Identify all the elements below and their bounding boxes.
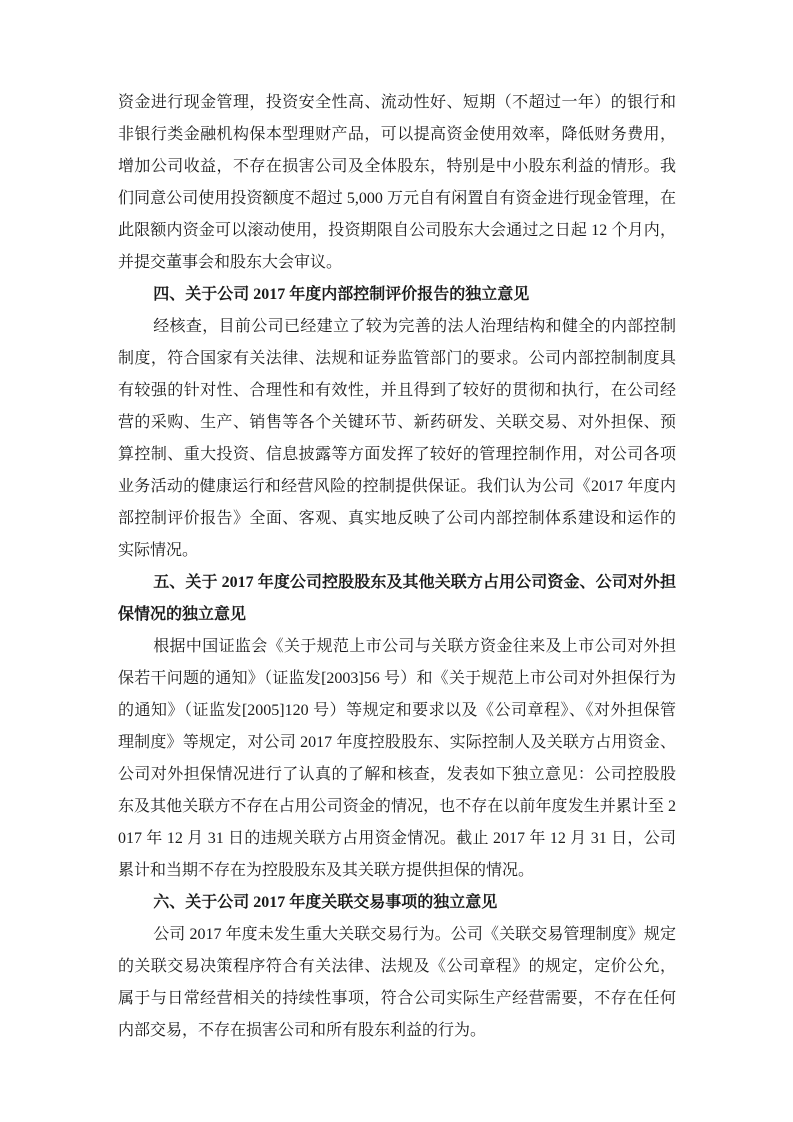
document-body [118,87,676,1047]
body-paragraph: 资金进行现金管理，投资安全性高、流动性好、短期（不超过一年）的银行和非银行类金融机构保本型理财产品，可以提高资金使用效率，降低财务费用，增加公司收益，不存在损害公司及全体股东，特别是中小股东利益的情形。我们同意公司使用投资额度不超过 5,000 万元自有闲置自有资金进行现金管理，在此限额内资金可以滚动使用，投资期限自公司股东大会通过之日起 12 个月内，并提交董事会和股东大会审议。 [118,94,676,271]
section-heading: 四、关于公司 2017 年度内部控制评价报告的独立意见 [153,286,530,303]
section-heading: 五、关于 2017 年度公司控股股东及其他关联方占用公司资金、公司对外担保情况的独立意见 [118,574,676,623]
section-heading: 六、关于公司 2017 年度关联交易事项的独立意见 [153,894,498,911]
body-paragraph: 公司 2017 年度未发生重大关联交易行为。公司《关联交易管理制度》规定的关联交易决策程序符合有关法律、法规及《公司章程》的规定，定价公允，属于与日常经营相关的持续性事项，符合公司实际生产经营需要，不存在任何内部交易，不存在损害公司和所有股东利益的行为。 [118,926,676,1039]
body-paragraph: 经核查，目前公司已经建立了较为完善的法人治理结构和健全的内部控制制度，符合国家有关法律、法规和证券监管部门的要求。公司内部控制制度具有较强的针对性、合理性和有效性，并且得到了较好的贯彻和执行，在公司经营的采购、生产、销售等各个关键环节、新药研发、关联交易、对外担保、预算控制、重大投资、信息披露等方面发挥了较好的管理控制作用，对公司各项业务活动的健康运行和经营风险的控制提供保证。我们认为公司《2017 年度内部控制评价报告》全面、客观、真实地反映了公司内部控制体系建设和运作的实际情况。 [118,318,676,559]
body-paragraph: 根据中国证监会《关于规范上市公司与关联方资金往来及上市公司对外担保若干问题的通知》（证监发[2003]56 号）和《关于规范上市公司对外担保行为的通知》（证监发[2005]120 号）等规定和要求以及《公司章程》、《对外担保管理制度》等规定，对公司 2017 年度控股股东、实际控制人及关联方占用资金、公司对外担保情况进行了认真的了解和核查，发表如下独立意见：公司控股股东及其他关联方不存在占用公司资金的情况，也不存在以前年度发生并累计至 2017 年 12 月 31 日的违规关联方占用资金情况。截止 2017 年 12 月 31 日，公司累计和当期不存在为控股股东及其关联方提供担保的情况。 [118,638,676,879]
